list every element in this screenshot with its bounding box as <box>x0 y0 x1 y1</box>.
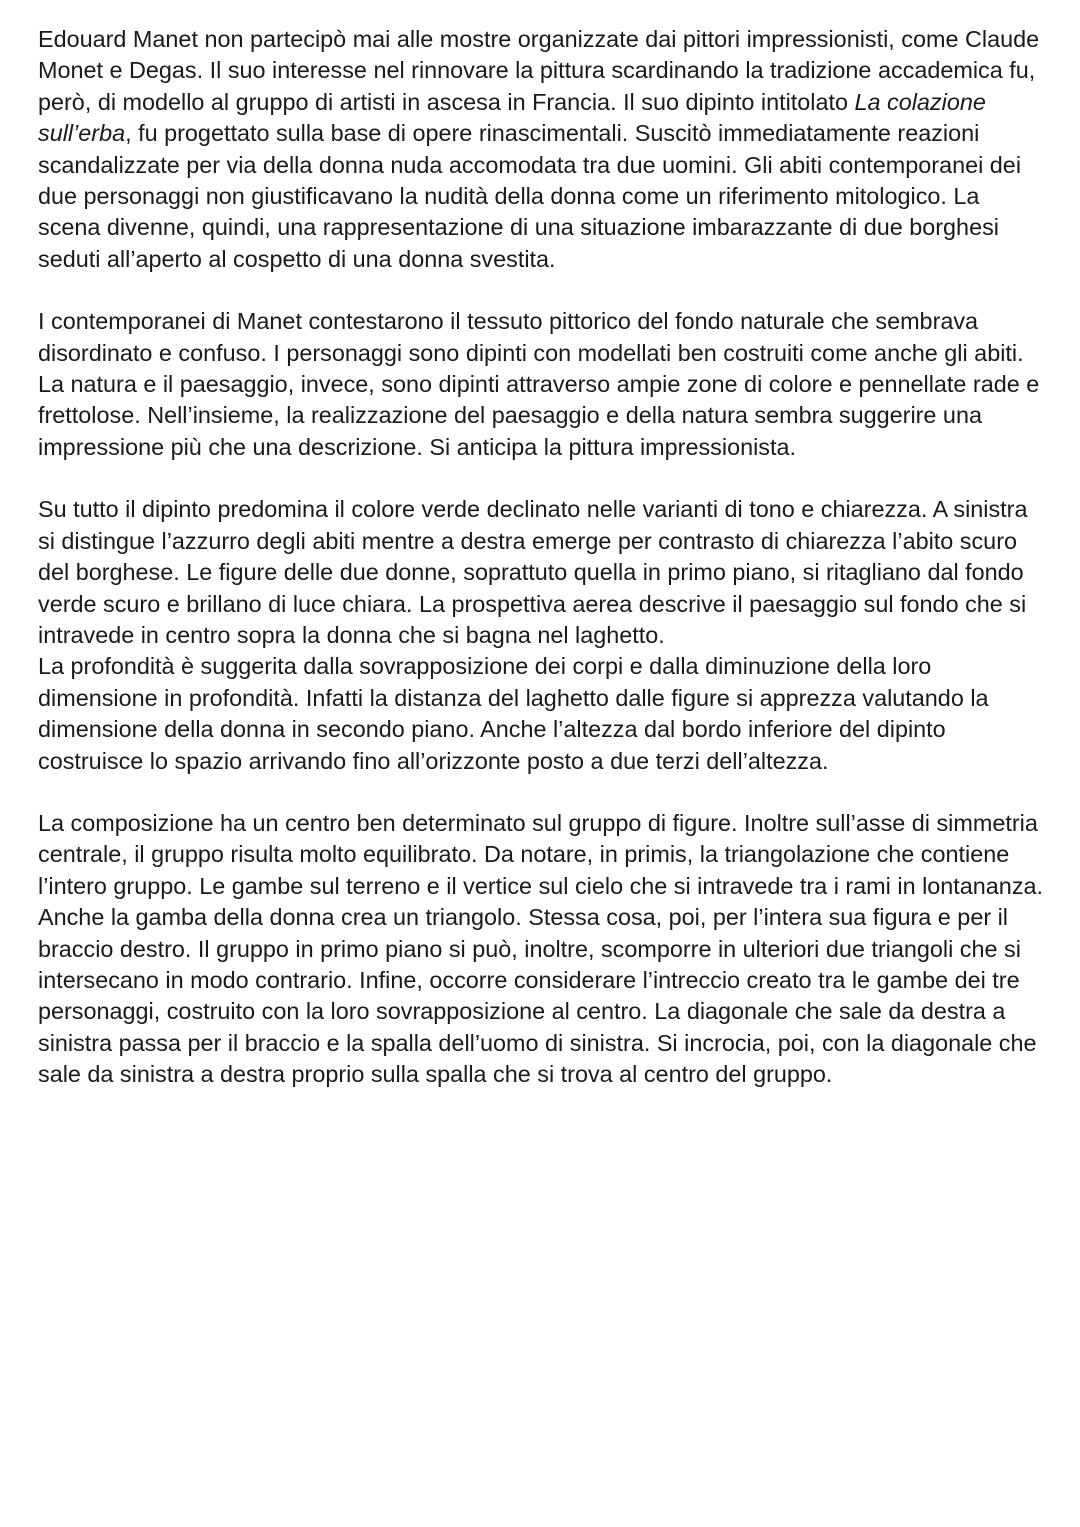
document-page <box>38 24 1048 1091</box>
paragraph-color: Su tutto il dipinto predomina il colore verde declinato nelle varianti di tono e chiarezza. A sinistra si distingue l’azzurro degli abiti mentre a destra emerge per contrasto di chiarezza l’abito scuro del borghese. Le figure delle due donne, soprattuto quella in primo piano, si ritagliano dal fondo verde scuro e brillano di luce chiara. La prospettiva aerea descrive il paesaggio sul fondo che si intravede in centro sopra la donna che si bagna nel laghetto. <box>38 496 1028 648</box>
paragraph-depth: La profondità è suggerita dalla sovrapposizione dei corpi e dalla diminuzione della loro dimensione in profondità. Infatti la distanza del laghetto dalle figure si apprezza valutando la dimensione della donna in secondo piano. Anche l’altezza dal bordo inferiore del dipinto costruisce lo spazio arrivando fino all’orizzonte posto a due terzi dell’altezza. <box>38 653 989 774</box>
paragraph-critics: I contemporanei di Manet contestarono il tessuto pittorico del fondo naturale che sembrava disordinato e confuso. I personaggi sono dipinti con modellati ben costruiti come anche gli abiti. La natura e il paesaggio, invece, sono dipinti attraverso ampie zone di colore e pennellate rade e frettolose. Nell’insieme, la realizzazione del paesaggio e della natura sembra suggerire una impressione più che una descrizione. Si anticipa la pittura impressionista. <box>38 308 1040 460</box>
painting-title: La colazione sull’erba <box>38 88 986 147</box>
paragraph-composition: La composizione ha un centro ben determinato sul gruppo di figure. Inoltre sull’asse di simmetria centrale, il gruppo risulta molto equilibrato. Da notare, in primis, la triangolazione che contiene l’intero gruppo. Le gambe sul terreno e il vertice sul cielo che si intravede tra i rami in lontananza. Anche la gamba della donna crea un triangolo. Stessa cosa, poi, per l’intera sua figura e per il braccio destro. Il gruppo in primo piano si può, inoltre, scomporre in ulteriori due triangoli che si intersecano in modo contrario. Infine, occorre considerare l’intreccio creato tra le gambe dei tre personaggi, costruito con la loro sovrapposizione al centro. La diagonale che sale da destra a sinistra passa per il braccio e la spalla dell’uomo di sinistra. Si incrocia, poi, con la diagonale che sale da sinistra a destra proprio sulla spalla che si trova al centro del gruppo. <box>38 809 1044 1088</box>
paragraph-1-text-start: Edouard Manet non partecipò mai alle mostre organizzate dai pittori impressionisti, come Claude Monet e Degas. Il suo interesse nel rinnovare la pittura scardinando la tradizione accademica fu, però, di modello al gruppo di artisti in ascesa in Francia. Il suo dipinto intitolato <box>38 26 1040 115</box>
paragraph-manet-intro <box>38 24 1048 275</box>
paragraph-1-text-end: , fu progettato sulla base di opere rinascimentali. Suscitò immediatamente reazioni scandalizzate per via della donna nuda accomodata tra due uomini. Gli abiti contemporanei dei due personaggi non giustificavano la nudità della donna come un riferimento mitologico. La scena divenne, quindi, una rappresentazione di una situazione imbarazzante di due borghesi seduti all’aperto al cospetto di una donna svestita. <box>38 120 1022 272</box>
